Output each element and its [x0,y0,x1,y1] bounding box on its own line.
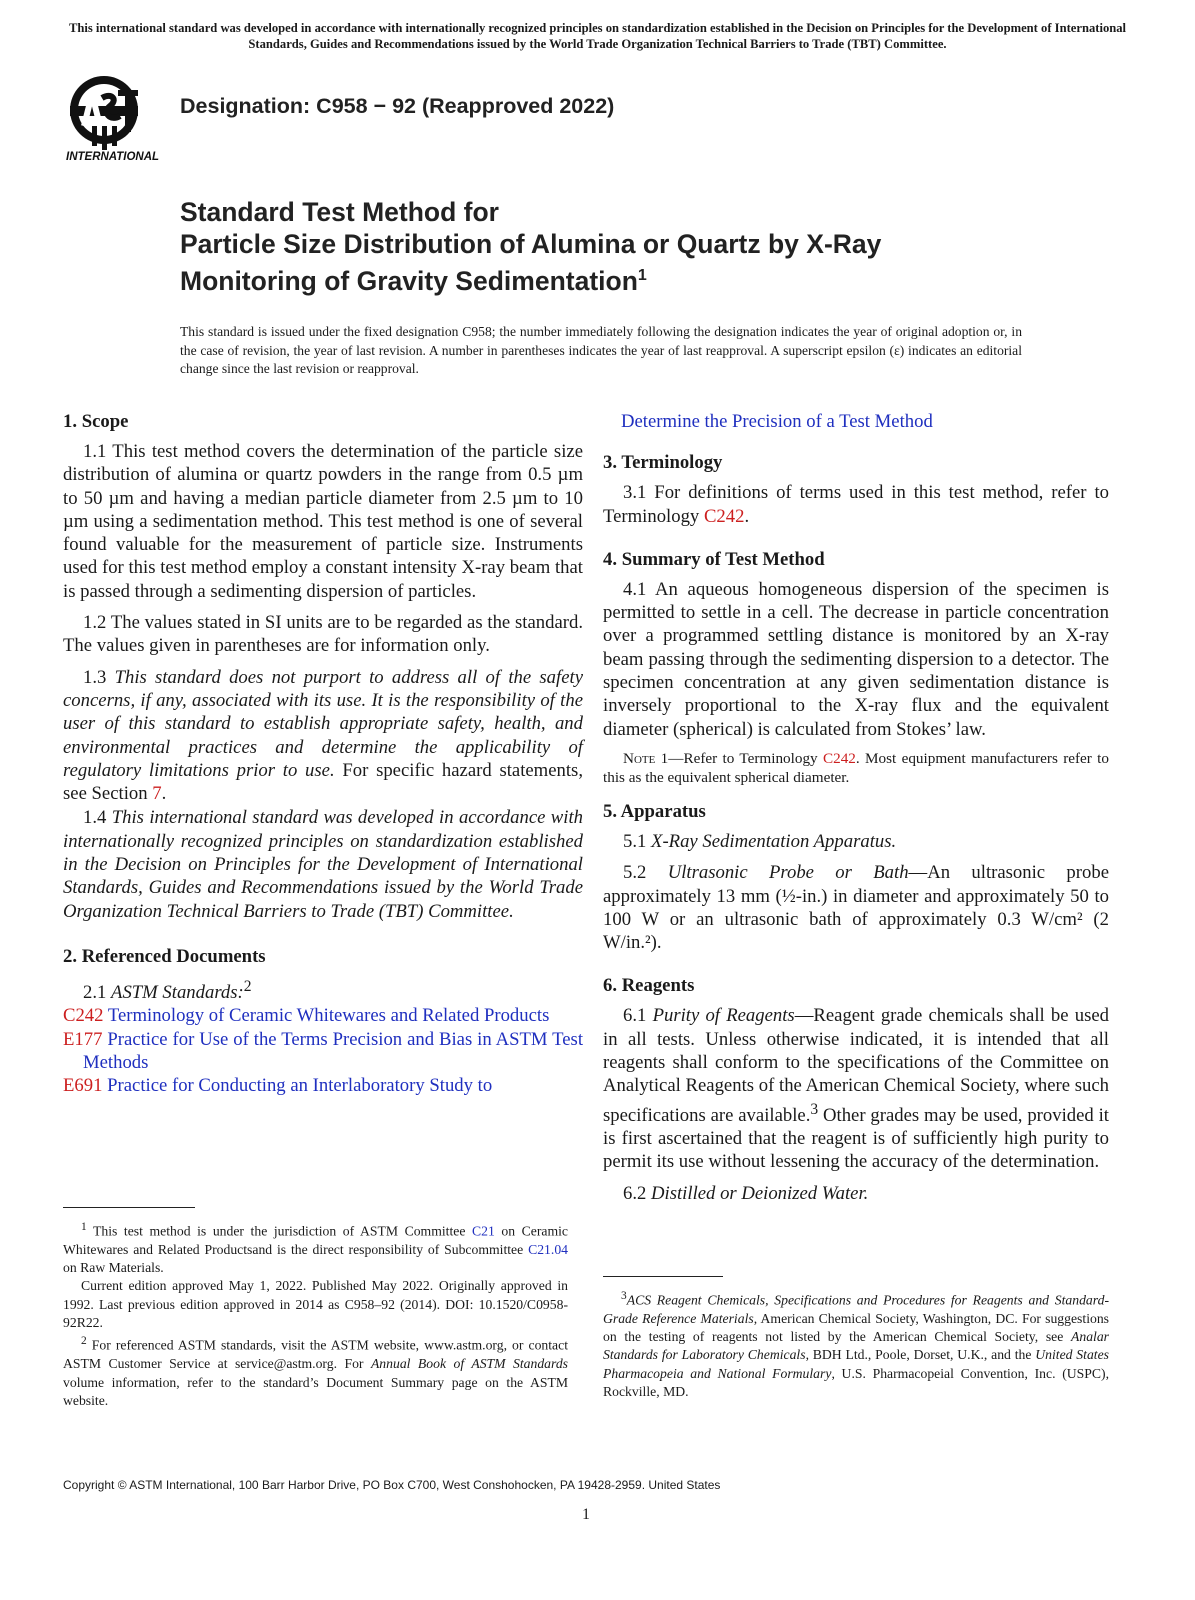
designation: Designation: C958 − 92 (Reapproved 2022) [180,94,615,118]
right-column [603,410,1109,1213]
note-c242-link[interactable]: C242 [822,749,856,767]
para-1-1: 1.1 This test method covers the determination of the particle size distribution of alumina or quartz powders in the range from 0.5 µm to 50 µm and having a median particle diameter from 2.5 µm to 10 µm using a sedimentation method. This test method is one of several found valuable for the measurement of particle size. Instruments used for this test method employ a constant intensity X-ray beam that is passed through a sedimenting dispersion of particles. [63,441,583,602]
note-1: Note 1—Refer to Terminology C242. Most equipment manufacturers refer to this as the equivalent spherical diameter. [603,749,1109,787]
para-4-1: 4.1 An aqueous homogeneous dispersion of the specimen is permitted to settle in a cell. The decrease in particle concentration over a programmed settling distance is monitored by an X-ray beam passing through the sedimenting dispersion to a detector. The specimen concentration at any given sedimentation distance is inversely proportional to the X-ray flux and the equivalent diameter (spherical) is calculated from Stokes’ law. [603,578,1109,740]
title-footnote-ref[interactable]: 1 [637,267,647,284]
reference-e691-continued[interactable]: Determine the Precision of a Test Method [621,411,933,432]
footnote-2: $^2$ For referenced ASTM standards, visit the ASTM website, www.astm.org, or contact ASTM Customer Service at service@astm.org. For Annual Book of ASTM Standards volume information, refer to the standard’s Document Summary page on the ASTM website. [63,1335,569,1408]
standard-note: This standard is issued under the fixed designation C958; the number immediately following the designation indicates the year of original adoption or, in the case of revision, the year of last revision. A number in parentheses indicates the year of last reapproval. A superscript epsilon (ε) indicates an editorial change since the last revision or reapproval. [180,324,1022,376]
reference-e691[interactable]: E691 Practice for Conducting an Interlaboratory Study to [63,1075,493,1097]
footnote-3: $^3$ACS Reagent Chemicals, Specifications and Procedures for Reagents and Standard-Grade Reference Materials, American Chemical Society, Washington, DC. For suggestions on the testing of reagents not listed by the American Chemical Society, see Analar Standards for Laboratory Chemicals, BDH Ltd., Poole, Dorset, U.K., and the United States Pharmacopeia and National Formulary, U.S. Pharmacopeial Convention, Inc. (USPC), Rockville, MD. [603,1290,1110,1400]
copyright: Copyright © ASTM International, 100 Barr Harbor Drive, PO Box C700, West Conshohocken, PA 19428-2959. United States [63,1478,721,1492]
committee-c21-link[interactable]: C21 [471,1223,495,1239]
terminology-c242-link[interactable]: C242 [703,505,745,527]
para-2-1: 2.1 ASTM Standards:$^2$ [83,977,252,1004]
footnote-rule [63,1207,195,1208]
astm-logo [62,68,172,168]
subcommittee-c21-04-link[interactable]: C21.04 [528,1241,569,1257]
astm-logo-icon [62,68,172,168]
section-6-heading: 6. Reagents [603,975,695,997]
top-notice: This international standard was developed in accordance with internationally recognized principles on standardization established in the Decision on Principles for the Development of International Standards, Guides and Recommendations issued by the World Trade Organization Technical Barriers to Trade (TBT) Committee. [68,21,1127,51]
para-6-2: 6.2 Distilled or Deionized Water. [623,1182,869,1204]
right-footnotes [603,1276,1109,1401]
para-5-2: 5.2 Ultrasonic Probe or Bath—An ultrasonic probe approximately 13 mm (½-in.) in diameter and approximately 50 to 100 W or an ultrasonic bath of approximately 0.3 W/cm² (2 W/in.²). [603,862,1109,954]
footnote-1-edition: Current edition approved May 1, 2022. Published May 2022. Originally approved in 1992. Last previous edition approved in 2014 as C958–92 (2014). DOI: 10.1520/C0958-92R22. [63,1278,568,1331]
section-1-heading: 1. Scope [63,411,129,432]
footnote-1: $^1$ This test method is under the jurisdiction of ASTM Committee C21 on Ceramic Whitewares and Related Productsand is the direct responsibility of Subcommittee C21.04 on Raw Materials. [63,1221,569,1276]
reference-c242[interactable]: C242 Terminology of Ceramic Whitewares and Related Products [63,1005,550,1027]
title-line-2: Particle Size Distribution of Alumina or Quartz by X-Ray [180,229,882,259]
para-1-3: 1.3 This standard does not purport to address all of the safety concerns, if any, associated with its use. It is the responsibility of the user of this standard to establish appropriate safety, health, and environmental practices and determine the applicability of regulatory limitations prior to use. For specific hazard statements, see Section 7. [63,666,583,805]
title-line-1: Standard Test Method for [180,197,499,227]
para-1-4: 1.4 This international standard was developed in accordance with internationally recognized principles on standardization established in the Decision on Principles for the Development of International Standards, Guides and Recommendations issued by the World Trade Organization Technical Barriers to Trade (TBT) Committee. [63,807,583,922]
left-column [63,410,583,1098]
para-3-1: 3.1 For definitions of terms used in this test method, refer to Terminology C242. [603,482,1109,527]
section-4-heading: 4. Summary of Test Method [603,548,825,570]
section-7-link[interactable]: 7 [152,783,162,805]
logo-subtext: INTERNATIONAL [66,151,160,163]
section-5-heading: 5. Apparatus [603,800,706,822]
footnote-rule-right [603,1276,723,1277]
section-2-heading: 2. Referenced Documents [63,945,266,967]
page-number: 1 [582,1506,590,1523]
title-line-3: Monitoring of Gravity Sedimentation$^1$ [180,265,647,296]
para-1-2: 1.2 The values stated in SI units are to be regarded as the standard. The values given in parentheses are for information only. [63,612,583,657]
left-footnotes [63,1207,568,1410]
reference-e177[interactable]: E177 Practice for Use of the Terms Precision and Bias in ASTM Test Methods [63,1028,584,1074]
section-3-heading: 3. Terminology [603,452,723,474]
para-5-1: 5.1 X-Ray Sedimentation Apparatus. [623,830,897,852]
document-title [180,196,881,297]
para-6-1: 6.1 Purity of Reagents—Reagent grade chemicals shall be used in all tests. Unless otherwise indicated, it is intended that all reagents shall conform to the specifications of the Committee on Analytical Reagents of the American Chemical Society, where such specifications are available.$^3$ Other grades may be used, provided it is first ascertained that the reagent is of sufficiently high purity to permit its use without lessening the accuracy of the determination. [603,1005,1109,1173]
